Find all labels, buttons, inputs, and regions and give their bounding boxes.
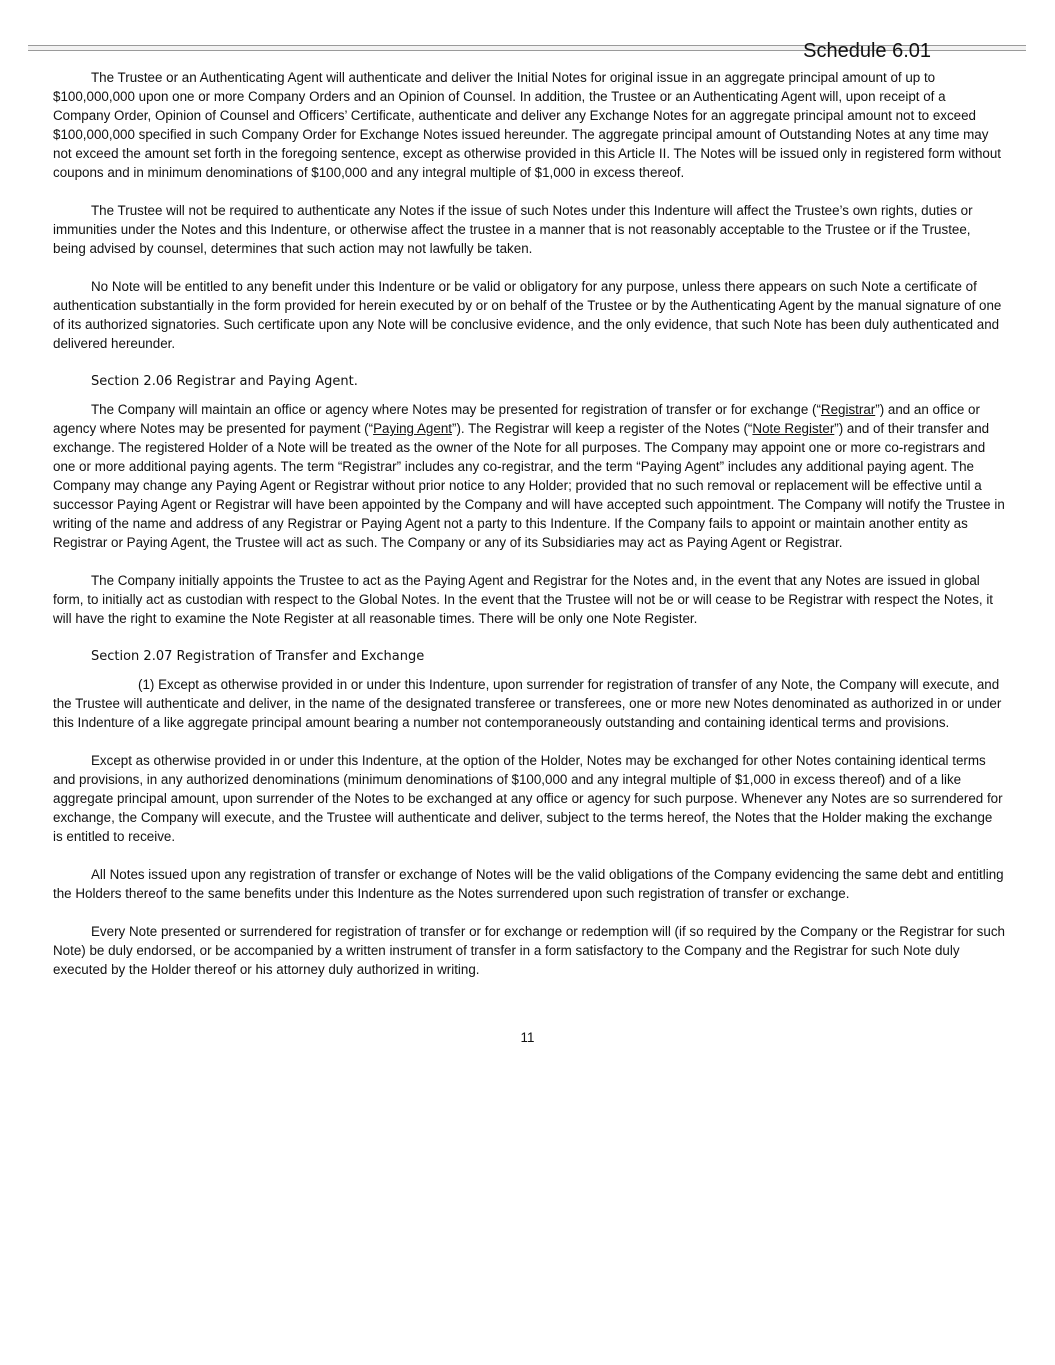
paragraph-valid-obligations: All Notes issued upon any registration of transfer or exchange of Notes will be the valid obligations of the Company evidencing the same debt and entitling the Holders thereof to the same benefits under this Indenture as the Notes surrendered upon such registration of transfer or exchange. <box>53 867 1004 901</box>
paragraph-exchange-option: Except as otherwise provided in or under this Indenture, at the option of the Holder, Notes may be exchanged for other Notes containing identical terms and provisions, in any authorized denominations (minimum denominations of $100,000 and any integral multiple of $1,000 in excess thereof) and of a like aggregate principal amount, upon surrender of the Notes to be exchanged at any office or agency for such purpose. Whenever any Notes are so surrendered for exchange, the Company will execute, and the Trustee will authenticate and deliver, subject to the terms hereof, the Notes that the Holder making the exchange is entitled to receive. <box>53 753 1003 844</box>
defined-term-note-register: Note Register <box>752 421 835 436</box>
paragraph-certificate-of-authentication: No Note will be entitled to any benefit under this Indenture or be valid or obligatory for any purpose, unless there appears on such Note a certificate of authentication substantially in the form provided for herein executed by or on behalf of the Trustee or by the Authenticating Agent by the manual signature of one of its authorized signatories. Such certificate upon any Note will be conclusive evidence, and the only evidence, that such Note has been duly authenticated and delivered hereunder. <box>53 279 1002 351</box>
text-segment: The Company will maintain an office or agency where Notes may be presented for registration of transfer or for exchange (“ <box>91 402 821 417</box>
page-number: 11 <box>520 1030 535 1045</box>
section-2-07-heading: Section 2.07 Registration of Transfer and Exchange <box>91 649 425 664</box>
paragraph-registrar-paying-agent <box>53 400 1005 552</box>
section-2-06-heading: Section 2.06 Registrar and Paying Agent. <box>91 374 358 389</box>
defined-term-registrar: Registrar <box>820 402 876 417</box>
defined-term-paying-agent: Paying Agent <box>373 421 452 436</box>
text-segment: ”) and an office or agency where Notes may be presented for payment (“ <box>53 402 980 436</box>
text-segment: ”). The Registrar will keep a register of the Notes (“ <box>451 421 753 436</box>
schedule-label: Schedule 6.01 <box>803 40 931 62</box>
paragraph-endorsement: Every Note presented or surrendered for registration of transfer or for exchange or redemption will (if so required by the Company or the Registrar for such Note) be duly endorsed, or be accompanied by a written instrument of transfer in a form satisfactory to the Company and the Registrar for such Note duly executed by the Holder thereof or his attorney duly authorized in writing. <box>53 924 1005 977</box>
paragraph-registration-of-transfer: (1) Except as otherwise provided in or under this Indenture, upon surrender for registration of transfer of any Note, the Company will execute, and the Trustee will authenticate and deliver, in the name of the designated transferee or transferees, one or more new Notes denominated as authorized in or under this Indenture of a like aggregate principal amount bearing a number not contemporaneously outstanding and containing identical terms and provisions. <box>53 677 1002 730</box>
paragraph-initial-appointment: The Company initially appoints the Trustee to act as the Paying Agent and Registrar for the Notes and, in the event that any Notes are issued in global form, to initially act as custodian with respect to the Global Notes. In the event that the Trustee will not be or will cease to be Registrar with respect the Notes, it will have the right to examine the Note Register at all reasonable times. There will be only one Note Register. <box>53 573 994 626</box>
document-body <box>53 68 1005 998</box>
text-segment: ”) and of their transfer and exchange. The registered Holder of a Note will be treated as the owner of the Note for all purposes. The Company may appoint one or more co-registrars and one or more additional paying agents. The term “Registrar” includes any co-registrar, and the term “Paying Agent” includes any additional paying agent. The Company may change any Paying Agent or Registrar without prior notice to any Holder; provided that no such removal or replacement will be effective until a successor Paying Agent or Registrar will have been appointed by the Company and will have accepted such appointment. The Company will notify the Trustee in writing of the name and address of any Registrar or Paying Agent not a party to this Indenture. If the Company fails to appoint or maintain another entity as Registrar or Paying Agent, the Trustee will act as such. The Company or any of its Subsidiaries may act as Paying Agent or Registrar. <box>53 421 1005 550</box>
paragraph-authentication: The Trustee or an Authenticating Agent will authenticate and deliver the Initial Notes for original issue in an aggregate principal amount of up to $100,000,000 upon one or more Company Orders and an Opinion of Counsel. In addition, the Trustee or an Authenticating Agent will, upon receipt of a Company Order, Opinion of Counsel and Officers’ Certificate, authenticate and deliver any Exchange Notes for an aggregate principal amount not to exceed $100,000,000 specified in such Company Order for Exchange Notes issued hereunder. The aggregate principal amount of Outstanding Notes at any time may not exceed the amount set forth in the foregoing sentence, except as otherwise provided in this Article II. The Notes will be issued only in registered form without coupons and in minimum denominations of $100,000 and any integral multiple of $1,000 in excess thereof. <box>53 70 1002 180</box>
paragraph-trustee-not-required: The Trustee will not be required to authenticate any Notes if the issue of such Notes under this Indenture will affect the Trustee’s own rights, duties or immunities under the Notes and this Indenture, or otherwise affect the trustee in a manner that is not reasonably acceptable to the Trustee or if the Trustee, being advised by counsel, determines that such action may not lawfully be taken. <box>53 203 973 256</box>
